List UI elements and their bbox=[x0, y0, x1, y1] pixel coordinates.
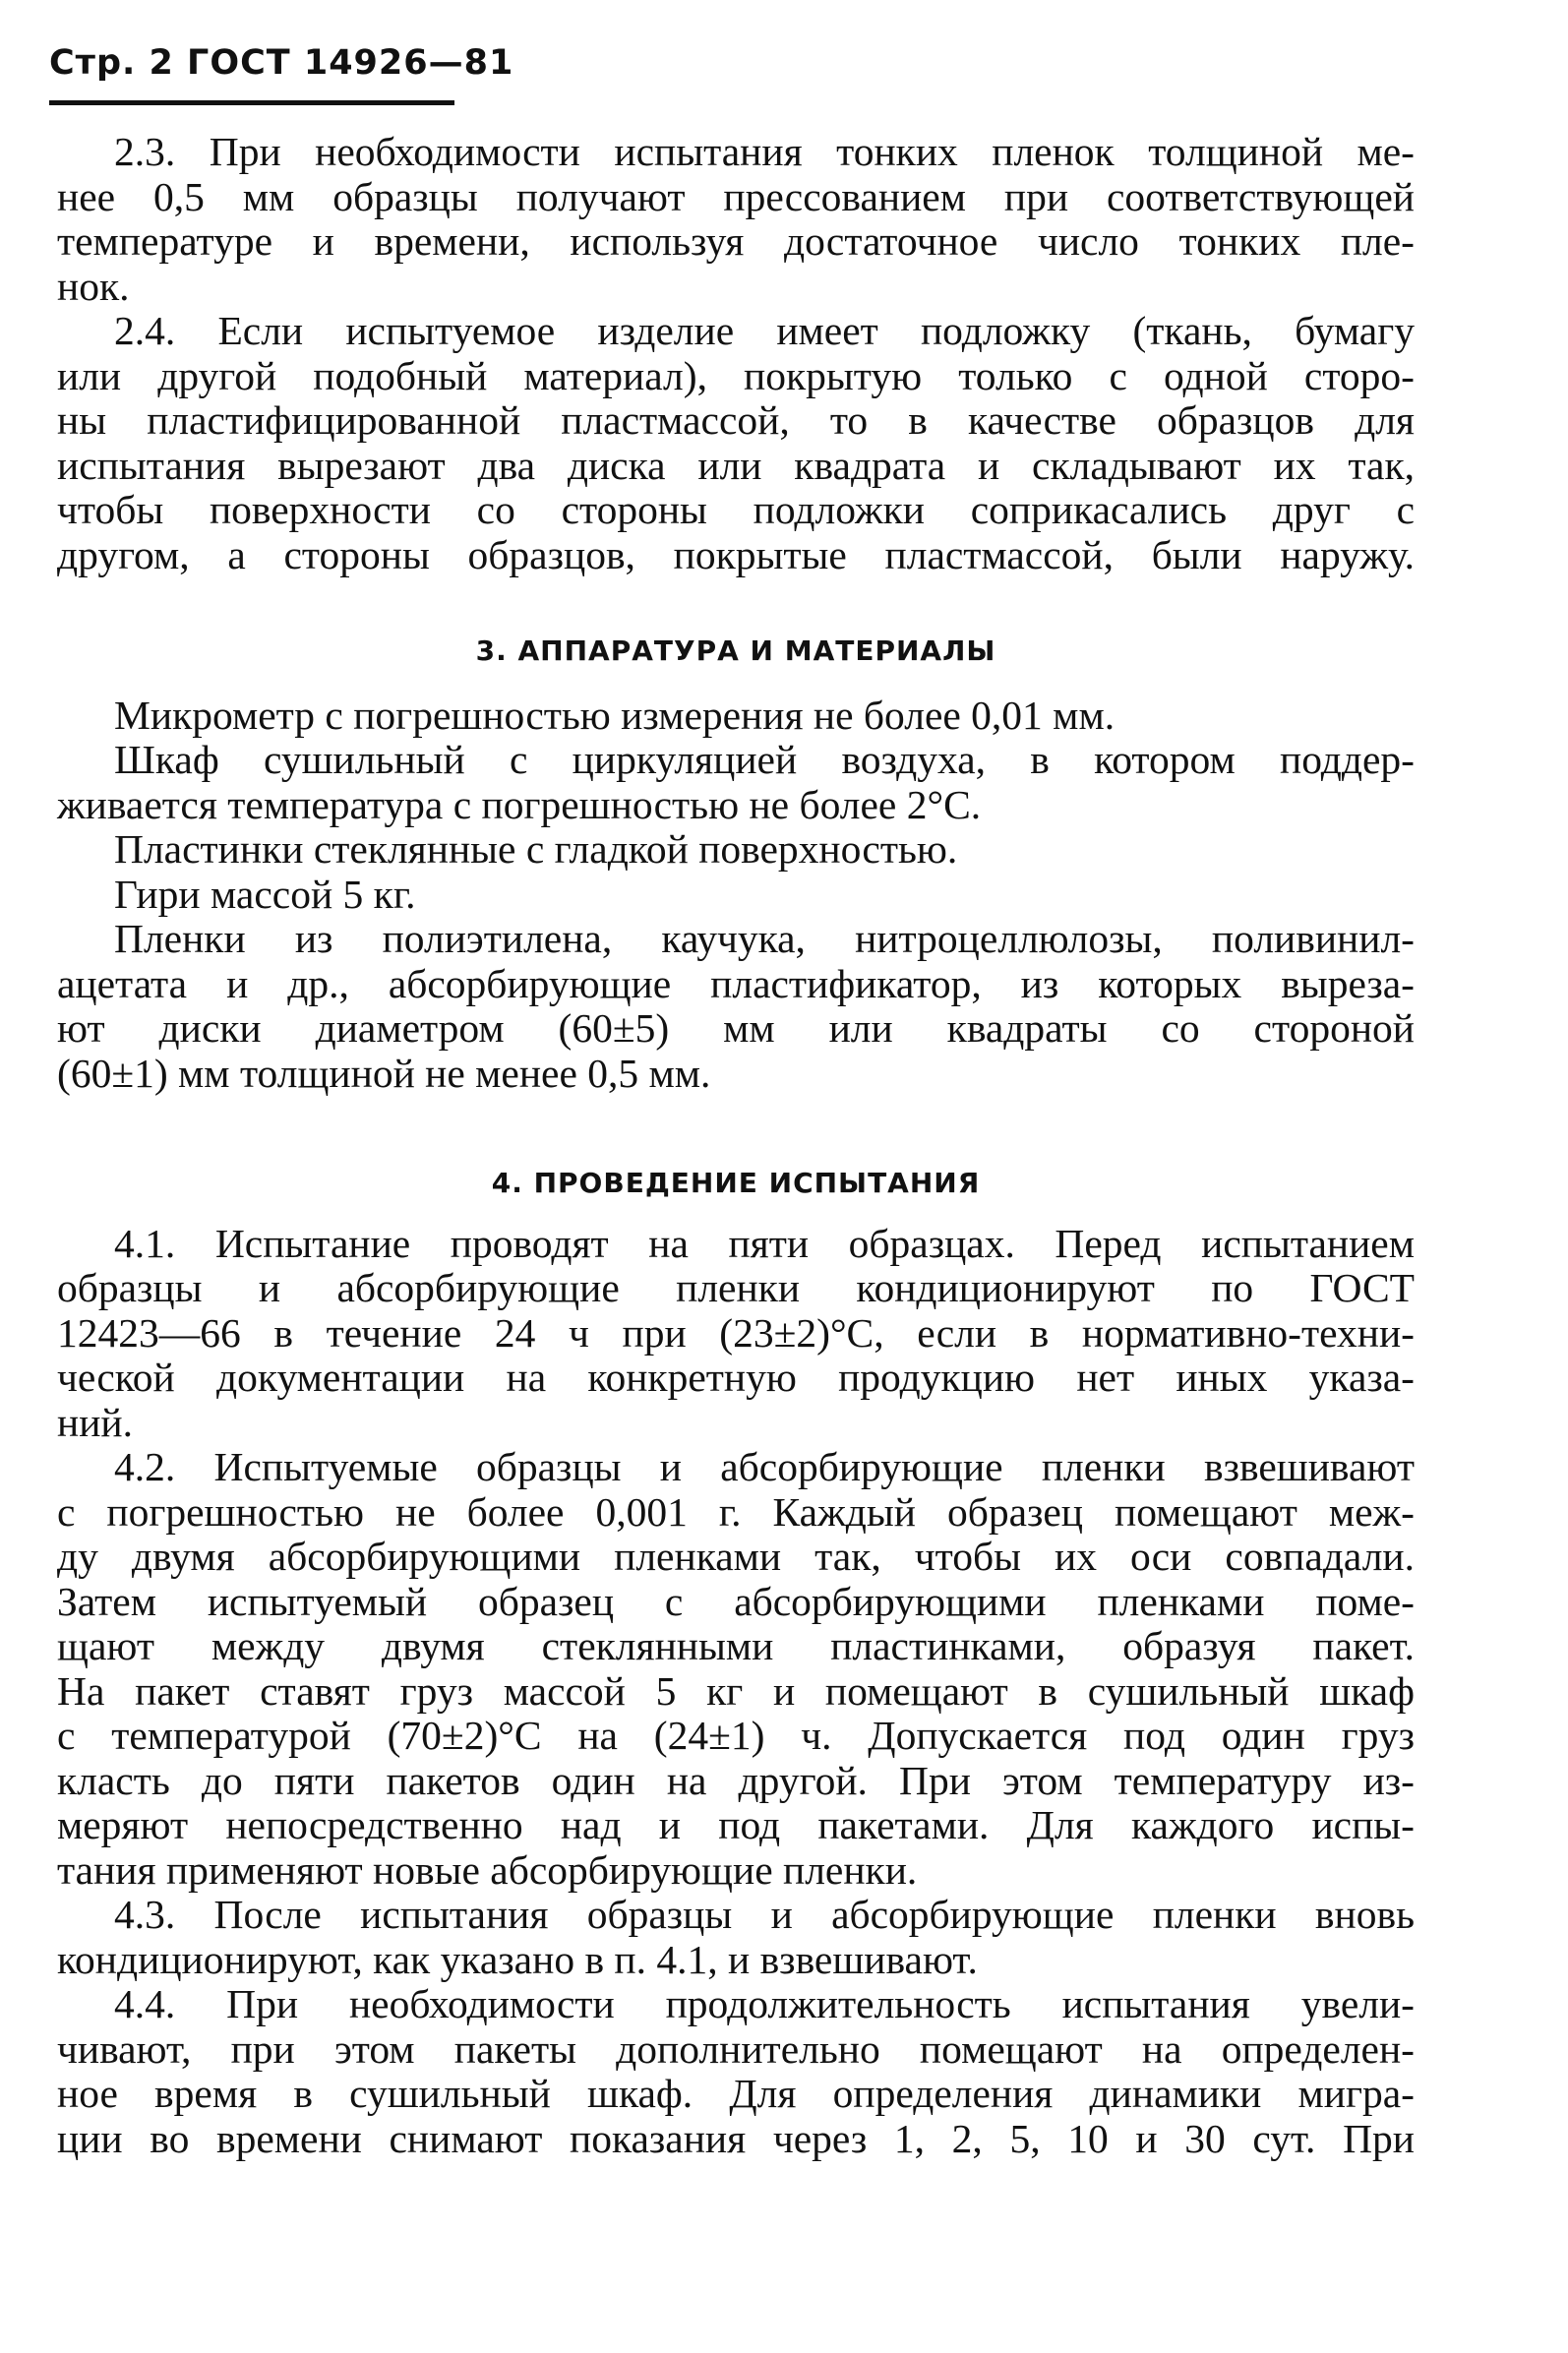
text-line: Пластинки стеклянные с гладкой поверхностью. bbox=[114, 826, 958, 872]
text-line: Микрометр с погрешностью измерения не более 0,01 мм. bbox=[114, 692, 1116, 738]
paragraph-4-2 bbox=[57, 1445, 1415, 1893]
item-micrometer bbox=[57, 694, 1415, 739]
text-line: Затем испытуемый образец с абсорбирующими пленками поме- bbox=[57, 1578, 1415, 1624]
item-oven bbox=[57, 738, 1415, 827]
text-line: нее 0,5 мм образцы получают прессованием при соответствующей bbox=[57, 173, 1415, 219]
text-line: или другой подобный материал), покрытую только с одной сторо- bbox=[57, 352, 1415, 398]
section-4-title: 4. ПРОВЕДЕНИЕ ИСПЫТАНИЯ bbox=[491, 1167, 981, 1199]
text-line: испытания вырезают два диска или квадрата и складывают их так, bbox=[57, 442, 1415, 488]
paragraph-4-1 bbox=[57, 1222, 1415, 1446]
text-line: щают между двумя стеклянными пластинками, образуя пакет. bbox=[57, 1623, 1415, 1668]
text-line: ческой документации на конкретную продукцию нет иных указа- bbox=[57, 1355, 1415, 1400]
text-line: Пленки из полиэтилена, каучука, нитроцеллюлозы, поливинил- bbox=[114, 916, 1415, 961]
text-line: чтобы поверхности со стороны подложки соприкасались друг с bbox=[57, 487, 1415, 532]
item-plates bbox=[57, 827, 1415, 873]
item-films bbox=[57, 917, 1415, 1096]
text-line: живается температура с погрешностью не более 2°С. bbox=[57, 781, 982, 827]
text-line: с температурой (70±2)°С на (24±1) ч. Допускается под один груз bbox=[57, 1713, 1415, 1758]
text-line: класть до пяти пакетов один на другой. При этом температуру из- bbox=[57, 1757, 1415, 1803]
paragraph-4-4 bbox=[57, 1982, 1415, 2161]
text-line: кондиционируют, как указано в п. 4.1, и взвешивают. bbox=[57, 1936, 978, 1982]
text-line: температуре и времени, используя достаточное число тонких пле- bbox=[57, 218, 1415, 264]
text-line: другом, а стороны образцов, покрытые пластмассой, были наружу. bbox=[57, 531, 1415, 577]
text-line: ное время в сушильный шкаф. Для определения динамики мигра- bbox=[57, 2071, 1415, 2116]
page-content bbox=[57, 130, 1415, 2161]
paragraph-2-3 bbox=[57, 130, 1415, 309]
paragraph-4-3 bbox=[57, 1893, 1415, 1982]
text-line: нок. bbox=[57, 263, 130, 309]
text-line: На пакет ставят груз массой 5 кг и помещают в сушильный шкаф bbox=[57, 1667, 1415, 1714]
running-head: Стр. 2 ГОСТ 14926—81 bbox=[49, 43, 514, 83]
text-line: меряют непосредственно над и под пакетами. Для каждого испы- bbox=[57, 1802, 1415, 1847]
text-line: 4.4. При необходимости продолжительность испытания увели- bbox=[114, 1981, 1415, 2026]
text-line: 4.1. Испытание проводят на пяти образцах. Перед испытанием bbox=[114, 1220, 1415, 1266]
text-line: ции во времени снимают показания через 1, 2, 5, 10 и 30 сут. При bbox=[57, 2115, 1415, 2161]
text-line: Шкаф сушильный с циркуляцией воздуха, в котором поддер- bbox=[114, 737, 1415, 782]
text-line: 4.2. Испытуемые образцы и абсорбирующие пленки взвешивают bbox=[114, 1444, 1415, 1489]
text-line: 4.3. После испытания образцы и абсорбирующие пленки вновь bbox=[114, 1892, 1415, 1937]
text-line: ацетата и др., абсорбирующие пластификатор, из которых выреза- bbox=[57, 960, 1415, 1006]
text-line: ны пластифицированной пластмассой, то в качестве образцов для bbox=[57, 397, 1415, 443]
section-3-title: 3. АППАРАТУРА И МАТЕРИАЛЫ bbox=[475, 634, 996, 667]
text-line: ют диски диаметром (60±5) мм или квадраты со стороной bbox=[57, 1005, 1415, 1051]
text-line: чивают, при этом пакеты дополнительно помещают на определен- bbox=[57, 2025, 1415, 2072]
item-weights bbox=[57, 873, 1415, 918]
text-line: с погрешностью не более 0,001 г. Каждый образец помещают меж- bbox=[57, 1488, 1415, 1535]
text-line: тания применяют новые абсорбирующие пленки. bbox=[57, 1846, 918, 1893]
text-line: (60±1) мм толщиной не менее 0,5 мм. bbox=[57, 1050, 711, 1096]
text-line: 2.4. Если испытуемое изделие имеет подложку (ткань, бумагу bbox=[114, 308, 1415, 353]
text-line: 2.3. При необходимости испытания тонких пленок толщиной ме- bbox=[114, 129, 1415, 174]
text-line: ний. bbox=[57, 1399, 134, 1445]
paragraph-2-4 bbox=[57, 309, 1415, 577]
text-line: Гири массой 5 кг. bbox=[114, 871, 416, 917]
text-line: образцы и абсорбирующие пленки кондиционируют по ГОСТ bbox=[57, 1265, 1415, 1310]
header-rule bbox=[49, 100, 454, 105]
text-line: ду двумя абсорбирующими пленками так, чтобы их оси совпадали. bbox=[57, 1534, 1415, 1579]
text-line: 12423—66 в течение 24 ч при (23±2)°С, если в нормативно-техни- bbox=[57, 1309, 1415, 1356]
